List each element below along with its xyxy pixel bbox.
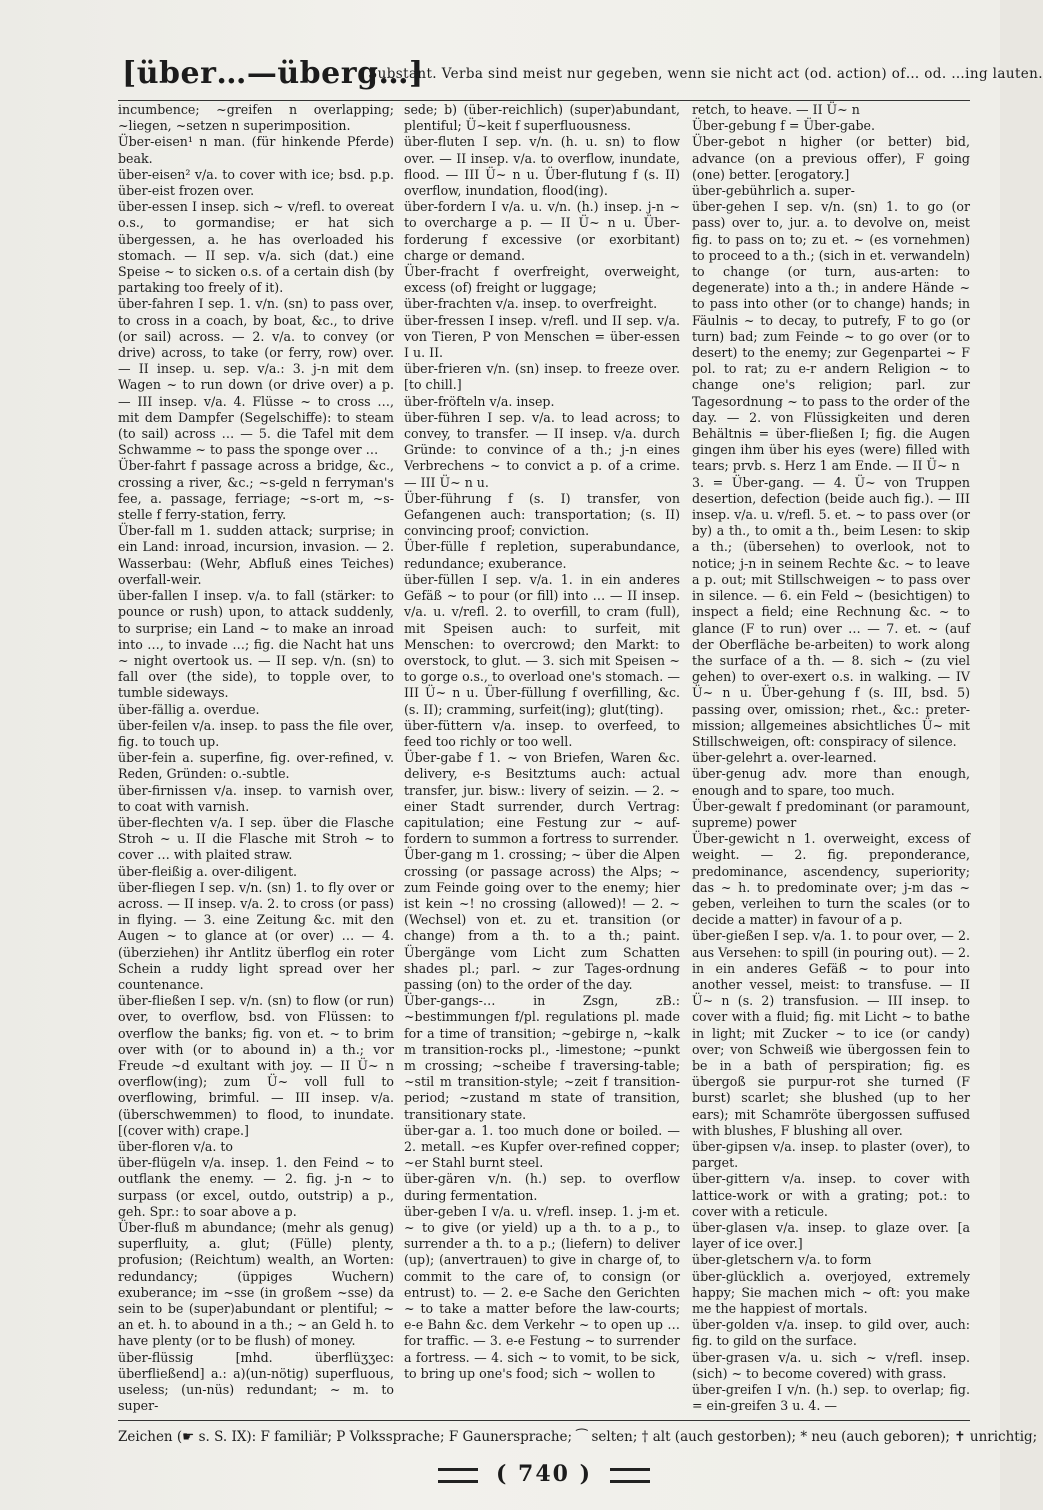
dictionary-entry: Über-fluß m abundance; (mehr als genug) superfluity, a. glut; (Fülle) plenty, profusion; (Reichtum) wealth, an Worten: redundancy; (üppiges Wuchern) exuberance; im ~sse (in großem ~sse) da sein to be (super)abundant or plentiful; ~ an et. h. to abound in a th.; ~ an Geld h. to have plenty (or to be flush) of money. xyxy=(118,1220,394,1349)
dictionary-entry: über-fliegen I sep. v/n. (sn) 1. to fly over or across. — II insep. v/a. 2. to cross (or pass) in flying. — 3. eine Zeitung &c. mit den Augen ~ to glance at (or over) … — 4. (überziehen) ihr Antlitz überflog ein roter Schein a ruddy light spread over her countenance. xyxy=(118,879,394,992)
dictionary-entry: über-gehen I sep. v/n. (sn) 1. to go (or pass) over to, jur. a. to devolve on, meist fig. to pass on to; zu et. ~ (es vornehmen) to proceed to a th.; (sich in et. verwandeln) to change (or turn, aus-arten: to degenerate) into a th.; in andere Hände ~ to pass into other (or to change) hands; in Fäulnis ~ to decay, to putrefy, F to go (or turn) bad; zum Feinde ~ to go over (or to desert) to the enemy; zur Gegenpartei ~ F pol. to rat; zu e-r andern Religion ~ to change one's religion; parl. zur Tagesordnung ~ to pass to the order of the day. — 2. von Flüssigkeiten und deren Behältnis = über-fließen I; fig. die Augen gingen ihm über his eyes (were) filled with tears; prvb. s. Herz 1 am Ende. — II Ü~ n xyxy=(692,199,970,474)
dictionary-entry: über-geben I v/a. u. v/refl. insep. 1. j-m et. ~ to give (or yield) up a th. to a p., to surrender a th. to a p.; (liefern) to deliver (up); (anvertrauen) to give in charge of, to commit to the care of, to consign (or entrust) to. — 2. e-e Sache den Gerichten ~ to take a matter before the law-courts; e-e Bahn &c. dem Verkehr ~ to open up … for traffic. — 3. e-e Festung ~ to surrender a fortress. — 4. sich ~ to vomit, to be sick, to bring up one's food; sich ~ wollen to xyxy=(404,1203,680,1381)
dictionary-entry: über-frieren v/n. (sn) insep. to freeze over. [to chill.] xyxy=(404,361,680,393)
column-3 xyxy=(692,102,970,1414)
dictionary-entry: incumbence; ~greifen n overlapping; ~liegen, ~setzen n superimposition. xyxy=(118,102,394,134)
dictionary-entry: über-fleißig a. over-diligent. xyxy=(118,863,298,879)
dictionary-entry: über-flüssig [mhd. überflüʒʒec: überfließend] a.: a)(un-nötig) superfluous, useless; (un-nüs) redundant; ~ m. to super- xyxy=(118,1349,394,1414)
dictionary-entry: Über-fahrt f passage across a bridge, &c., crossing a river, &c.; ~s-geld n ferryman's fee, a. passage, ferriage; ~s-ort m, ~s-stelle f ferry-station, ferry. xyxy=(118,458,394,523)
page-footer xyxy=(118,1420,1038,1487)
dictionary-entry: retch, to heave. — II Ü~ n xyxy=(692,102,860,117)
dictionary-entry: über-gelehrt a. over-learned. xyxy=(692,750,877,766)
dictionary-entry: 3. = Über-gang. — 4. Ü~ von Truppen desertion, defection (beide auch fig.). — III insep. v/a. u. v/refl. 5. et. ~ to pass over (or by) a th., to omit a th., beim Lesen: to skip a th.; (übersehen) to overlook, not to notice; j-n in seinem Rechte &c. ~ to leave a p. out; mit Stillschweigen ~ to pass over in silence. — 6. ein Feld ~ (besichtigen) to inspect a field; eine Rechnung &c. ~ to glance (F to run) over … — 7. et. ~ (auf der Oberfläche be-arbeiten) to work along the surface of a th. — 8. sich ~ (zu viel gehen) to over-exert o.s. in walking. — IV Ü~ n u. Über-gehung f (s. III, bsd. 5) passing over, omission; rhet., &c.: preter-mission; allgemeines absichtliches Ü~ mit Stillschweigen, oft: conspiracy of silence. xyxy=(692,474,970,749)
dictionary-entry: Über-gangs-… in Zsgn, zB.: ~bestimmungen f/pl. regulations pl. made for a time of transition; ~gebirge n, ~kalk m transition-rocks pl., -limestone; ~punkt m crossing; ~scheibe f traversing-table; ~stil m transition-style; ~zeit f transition-period; ~zustand m state of transition, transitionary state. xyxy=(404,993,680,1122)
headword-range: [über…—überg…] xyxy=(122,56,424,91)
dictionary-entry: über-flügeln v/a. insep. 1. den Feind ~ to outflank the enemy. — 2. fig. j-n ~ to surpass (or excel, outdo, outstrip) a p., geh. Spr.: to soar above a p. xyxy=(118,1155,394,1219)
dictionary-entry: Über-eisen¹ n man. (für hinkende Pferde) beak. xyxy=(118,134,394,166)
dictionary-entry: Über-gebung f = Über-gabe. xyxy=(692,118,875,134)
dictionary-entry: über-grasen v/a. u. sich ~ v/refl. insep. (sich) ~ to become covered) with grass. xyxy=(692,1349,970,1381)
column-2 xyxy=(404,102,680,1410)
dictionary-entry: über-fein a. superfine, fig. over-refined, v. Reden, Gründen: o.-subtle. xyxy=(118,750,394,782)
dictionary-entry: Über-fracht f overfreight, overweight, excess (of) freight or luggage; xyxy=(404,264,680,296)
dictionary-entry: über-fluten I sep. v/n. (h. u. sn) to flow over. — II insep. v/a. to overflow, inundate, flood. — III Ü~ n u. Über-flutung f (s. II) overflow, inundation, flood(ing). xyxy=(404,134,680,199)
dictionary-entry: über-golden v/a. insep. to gild over, auch: fig. to gild on the surface. xyxy=(692,1317,970,1349)
signs-legend: Zeichen (☛ s. S. IX): F familiär; P Volkssprache; F Gaunersprache; ⁀ selten; † alt (auch gestorben); * neu (auch geboren); ✝ unrichtig; xyxy=(118,1429,1038,1445)
dictionary-entry: über-eisen² v/a. to cover with ice; bsd. p.p. über-eist frozen over. xyxy=(118,166,394,199)
dictionary-entry: Über-führung f (s. I) transfer, von Gefangenen auch: transportation; (s. II) convincing proof; conviction. xyxy=(404,490,680,539)
dictionary-entry: über-genug adv. more than enough, enough and to spare, too much. xyxy=(692,766,970,798)
dictionary-entry: über-führen I sep. v/a. to lead across; to convey, to transfer. — II insep. v/a. durch Gründe: to convince of a th.; j-n eines Verbrechens ~ to convict a p. of a crime. — III Ü~ n u. xyxy=(404,409,680,490)
dictionary-entry: über-firnissen v/a. insep. to varnish over, to coat with varnish. xyxy=(118,782,394,814)
dictionary-entry: über-gittern v/a. insep. to cover with lattice-work or with a grating; pot.: to cover with a reticule. xyxy=(692,1171,970,1219)
dictionary-entry: Über-fülle f repletion, superabundance, redundance; exuberance. xyxy=(404,539,680,571)
page-header xyxy=(118,40,1043,101)
dictionary-entry: Über-fall m 1. sudden attack; surprise; in ein Land: inroad, incursion, invasion. — 2. Wasserbau: (Wehr, Abfluß eines Teiches) overfall-weir. xyxy=(118,523,394,587)
dictionary-entry: über-gießen I sep. v/a. 1. to pour over, — 2. aus Versehen: to spill (in pouring out). — 2. in ein anderes Gefäß ~ to pour into another vessel, meist: to transfuse. — II Ü~ n (s. 2) transfusion. — III insep. to cover with a fluid; fig. mit Licht ~ to bathe in light; mit Zucker ~ to ice (or candy) over; von Schweiß wie übergossen fein to be in a bath of perspiration; fig. es übergoß sie purpur-rot she turned (F burst) scarlet; she blushed (up to her ears); mit Schamröte übergossen suffused with blushes, F blushing all over. xyxy=(692,928,970,1138)
dictionary-entry: Über-gewalt f predominant (or paramount, supreme) power xyxy=(692,798,970,830)
dictionary-entry: Über-gewicht n 1. overweight, excess of weight. — 2. fig. preponderance, predominance, ascendency, superiority; das ~ h. to predominate over; j-m das ~ geben, verleihen to turn the scales (or to decide a matter) in favour of a p. xyxy=(692,831,970,928)
dictionary-entry: über-gletschern v/a. to form xyxy=(692,1252,872,1268)
dictionary-entry: über-greifen I v/n. (h.) sep. to overlap; fig. = ein-greifen 3 u. 4. — xyxy=(692,1382,970,1414)
header-note: Substant. Verba sind meist nur gegeben, wenn sie nicht act (od. action) of… od. …ing lauten. xyxy=(368,66,1043,82)
dictionary-entry: über-füllen I sep. v/a. 1. in ein anderes Gefäß ~ to pour (or fill) into … — II insep. v/a. u. v/refl. 2. to overfill, to cram (full), mit Speisen auch: to surfeit, mit Menschen: to overcrowd; den Markt: to overstock, to glut. — 3. sich mit Speisen ~ to gorge o.s., to overload one's stomach. — III Ü~ n u. Über-füllung f overfilling, &c. (s. II); cramming, surfeit(ing); glut(ting). xyxy=(404,571,680,717)
dictionary-entry: über-gar a. 1. too much done or boiled. — 2. metall. ~es Kupfer over-refined copper; ~er Stahl burnt steel. xyxy=(404,1122,680,1171)
dictionary-entry: über-frachten v/a. insep. to overfreight. xyxy=(404,296,658,312)
dictionary-entry: über-füttern v/a. insep. to overfeed, to feed too richly or too well. xyxy=(404,717,680,749)
text-columns xyxy=(118,102,970,1414)
ornament-bar-left xyxy=(438,1468,478,1483)
dictionary-entry: über-fallen I insep. v/a. to fall (stärker: to pounce or rush) upon, to attack suddenly, to surprise; ein Land ~ to make an inroad into …, to invade …; fig. die Nacht hat uns ~ night overtook us. — II sep. v/n. (sn) to fall over (the side), to topple over, to tumble sideways. xyxy=(118,588,394,701)
page-number: ( 740 ) xyxy=(495,1461,593,1487)
dictionary-entry: über-fällig a. overdue. xyxy=(118,701,260,717)
dictionary-entry: über-essen I insep. sich ~ v/refl. to overeat o.s., to gormandise; er hat sich übergessen, a. he has overloaded his stomach. — II sep. v/a. sich (dat.) eine Speise ~ to sicken o.s. of a certain dish (by partaking too freely of it). xyxy=(118,199,394,296)
dictionary-entry: über-fröfteln v/a. insep. xyxy=(404,393,555,409)
dictionary-entry: über-glasen v/a. insep. to glaze over. [a layer of ice over.] xyxy=(692,1220,970,1252)
dictionary-entry: über-fressen I insep. v/refl. und II sep. v/a. von Tieren, P von Menschen = über-essen I u. II. xyxy=(404,312,680,361)
dictionary-entry: über-fordern I v/a. u. v/n. (h.) insep. j-n ~ to overcharge a p. — II Ü~ n u. Über-forderung f excessive (or exorbitant) charge or demand. xyxy=(404,199,680,263)
dictionary-entry: über-feilen v/a. insep. to pass the file over, fig. to touch up. xyxy=(118,717,394,749)
dictionary-entry: über-floren v/a. to xyxy=(118,1139,233,1154)
dictionary-entry: über-fahren I sep. 1. v/n. (sn) to pass over, to cross in a coach, by boat, &c., to drive (or sail) across. — 2. v/a. to convey (or drive) across, to take (or ferry, row) over. — II insep. u. sep. v/a.: 3. j-n mit dem Wagen ~ to run down (or drive over) a p. — III insep. v/a. 4. Flüsse ~ to cross …, mit dem Dampfer (Segelschiffe): to steam (to sail) across … — 5. die Tafel mit dem Schwamme ~ to pass the sponge over … xyxy=(118,296,394,458)
dictionary-entry: sede; b) (über-reichlich) (super)abundant, plentiful; Ü~keit f superfluousness. xyxy=(404,102,680,134)
column-1 xyxy=(118,102,394,1414)
page-number-line xyxy=(118,1461,970,1487)
dictionary-entry: über-glücklich a. overjoyed, extremely happy; Sie machen mich ~ oft: you make me the happiest of mortals. xyxy=(692,1268,970,1317)
dictionary-entry: über-fließen I sep. v/n. (sn) to flow (or run) over, to overflow, bsd. von Flüssen: to overflow the banks; fig. von et. ~ to brim over with (or to abound in) a th.; vor Freude ~d exultant with joy. — II Ü~ n overflow(ing); zum Ü~ voll full to overflowing, brimful. — III insep. v/a. (überschwemmen) to flood, to inundate. [(cover with) crape.] xyxy=(118,993,394,1138)
dictionary-entry: über-gären v/n. (h.) sep. to overflow during fermentation. xyxy=(404,1171,680,1203)
dictionary-entry: über-gebührlich a. super- xyxy=(692,183,855,199)
ornament-bar-right xyxy=(610,1468,650,1483)
dictionary-entry: Über-gabe f 1. ~ von Briefen, Waren &c. delivery, e-s Besitztums auch: actual transfer, jur. bisw.: livery of seizin. — 2. ~ einer Stadt surrender, durch Vertrag: capitulation; eine Festung zur ~ auf-fordern to summon a fortress to surrender. xyxy=(404,750,680,847)
dictionary-entry: Über-gebot n higher (or better) bid, advance (on a previous offer), F going (one) better. [erogatory.] xyxy=(692,134,970,182)
dictionary-entry: Über-gang m 1. crossing; ~ über die Alpen crossing (or passage across) the Alps; ~ zum Feinde going over to the enemy; hier ist kein ~! no crossing (allowed)! — 2. ~ (Wechsel) von et. zu et. transition (or change) from a th. to a th.; paint. Übergänge vom Licht zum Schatten shades pl.; parl. ~ zur Tages-ordnung passing (on) to the order of the day. xyxy=(404,847,680,992)
dictionary-entry: über-flechten v/a. I sep. über die Flasche Stroh ~ u. II die Flasche mit Stroh ~ to cover … with plaited straw. xyxy=(118,814,394,863)
dictionary-entry: über-gipsen v/a. insep. to plaster (over), to parget. xyxy=(692,1139,970,1171)
